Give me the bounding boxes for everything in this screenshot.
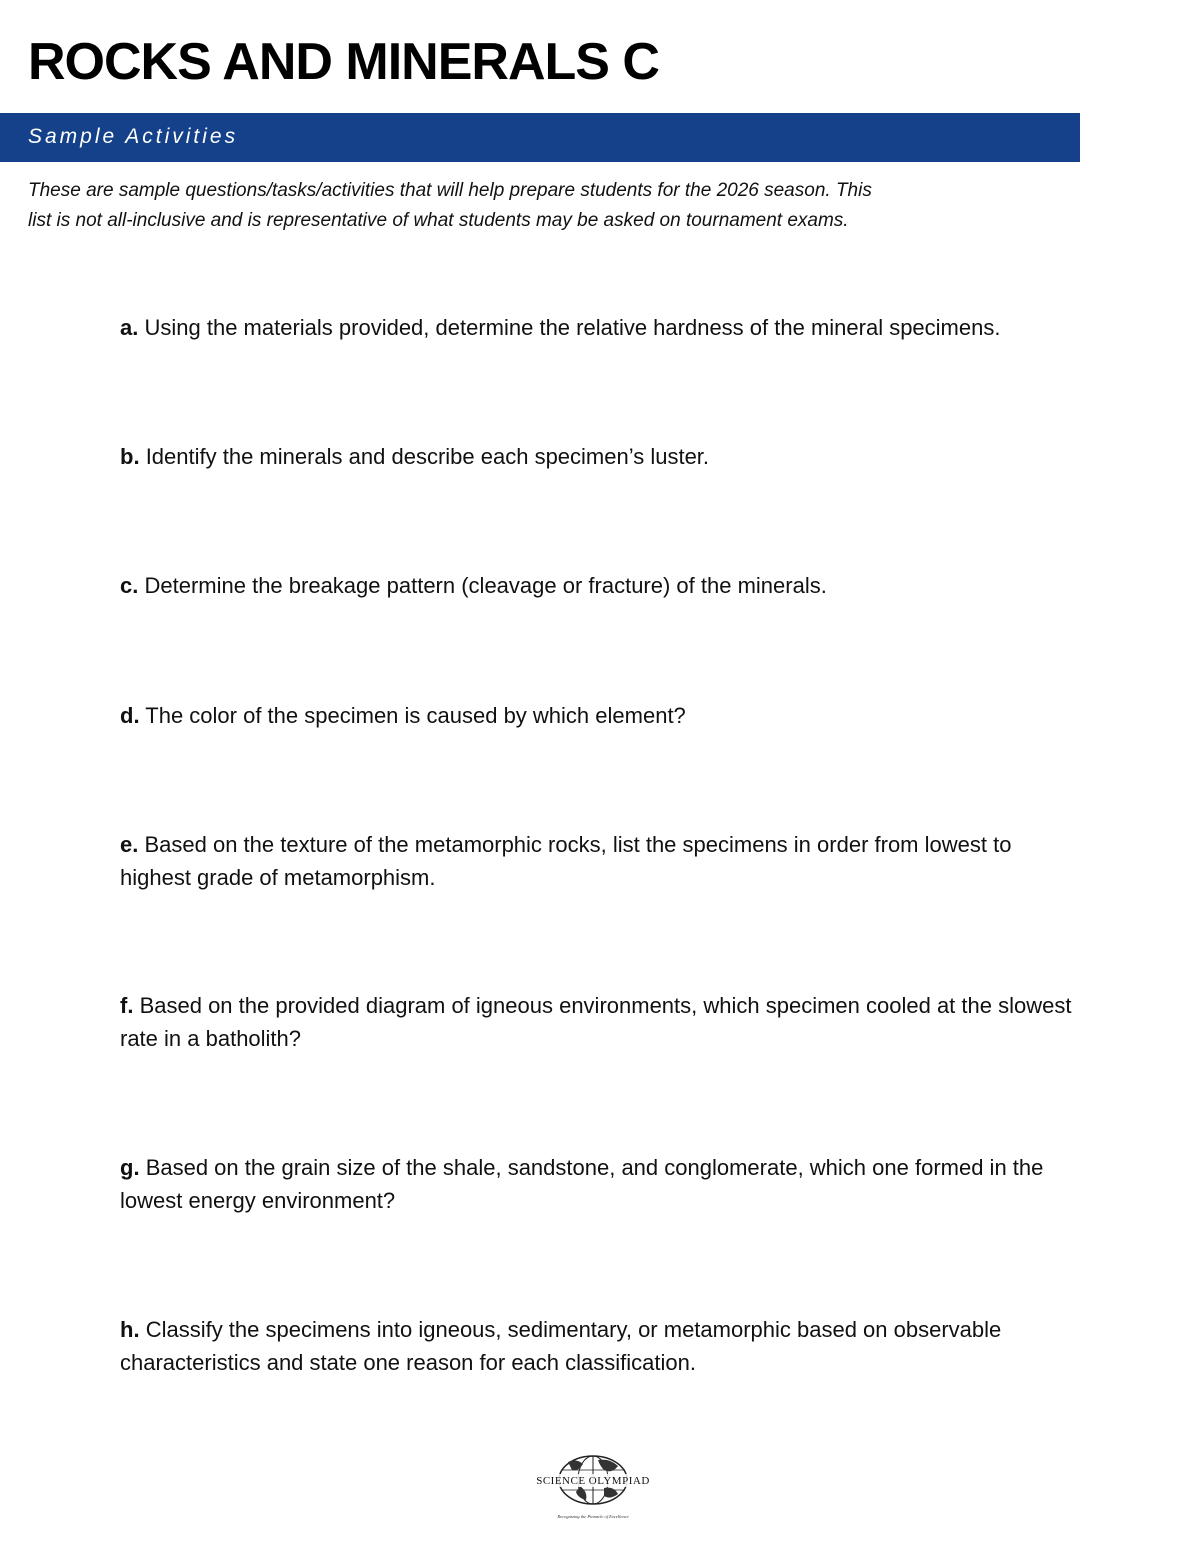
globe-logo-icon [528, 1452, 658, 1522]
question-text: Based on the grain size of the shale, sandstone, and conglomerate, which one formed in the lowest energy environment? [120, 1155, 1044, 1213]
question-letter: d. [120, 703, 140, 728]
question-text: The color of the specimen is caused by which element? [145, 703, 686, 728]
question-text: Based on the texture of the metamorphic rocks, list the specimens in order from lowest to highest grade of metamorphism. [120, 832, 1012, 890]
question-letter: b. [120, 444, 140, 469]
question-letter: g. [120, 1155, 140, 1180]
question-item-h [120, 1313, 1085, 1379]
question-letter: c. [120, 573, 139, 598]
question-letter: f. [120, 993, 134, 1018]
question-item-a [120, 311, 1085, 344]
section-banner [0, 113, 1080, 162]
question-text: Based on the provided diagram of igneous environments, which specimen cooled at the slowest rate in a batholith? [120, 993, 1072, 1051]
intro-paragraph: These are sample questions/tasks/activities that will help prepare students for the 2026 season. This list is not all-inclusive and is representative of what students may be asked on tournament exams. [28, 180, 872, 231]
question-item-b [120, 440, 1085, 473]
question-letter: a. [120, 315, 139, 340]
logo-wordmark: SCIENCE OLYMPIAD [536, 1475, 650, 1487]
banner-label: Sample Activities [28, 125, 239, 148]
question-text: Identify the minerals and describe each specimen’s luster. [145, 444, 710, 469]
question-item-c [120, 569, 1085, 602]
page-title: ROCKS AND MINERALS C [28, 33, 659, 91]
question-item-e [120, 828, 1085, 894]
question-letter: e. [120, 832, 139, 857]
logo-tagline: Recognizing the Pinnacle of Excellence [557, 1514, 629, 1519]
question-item-g [120, 1151, 1085, 1217]
question-item-d [120, 699, 1085, 732]
question-text: Determine the breakage pattern (cleavage or fracture) of the minerals. [144, 573, 827, 598]
question-text: Using the materials provided, determine the relative hardness of the mineral specimens. [144, 315, 1001, 340]
science-olympiad-logo [528, 1452, 658, 1522]
question-text: Classify the specimens into igneous, sedimentary, or metamorphic based on observable characteristics and state one reason for each classification. [120, 1317, 1002, 1375]
question-item-f [120, 989, 1085, 1055]
question-letter: h. [120, 1317, 140, 1342]
